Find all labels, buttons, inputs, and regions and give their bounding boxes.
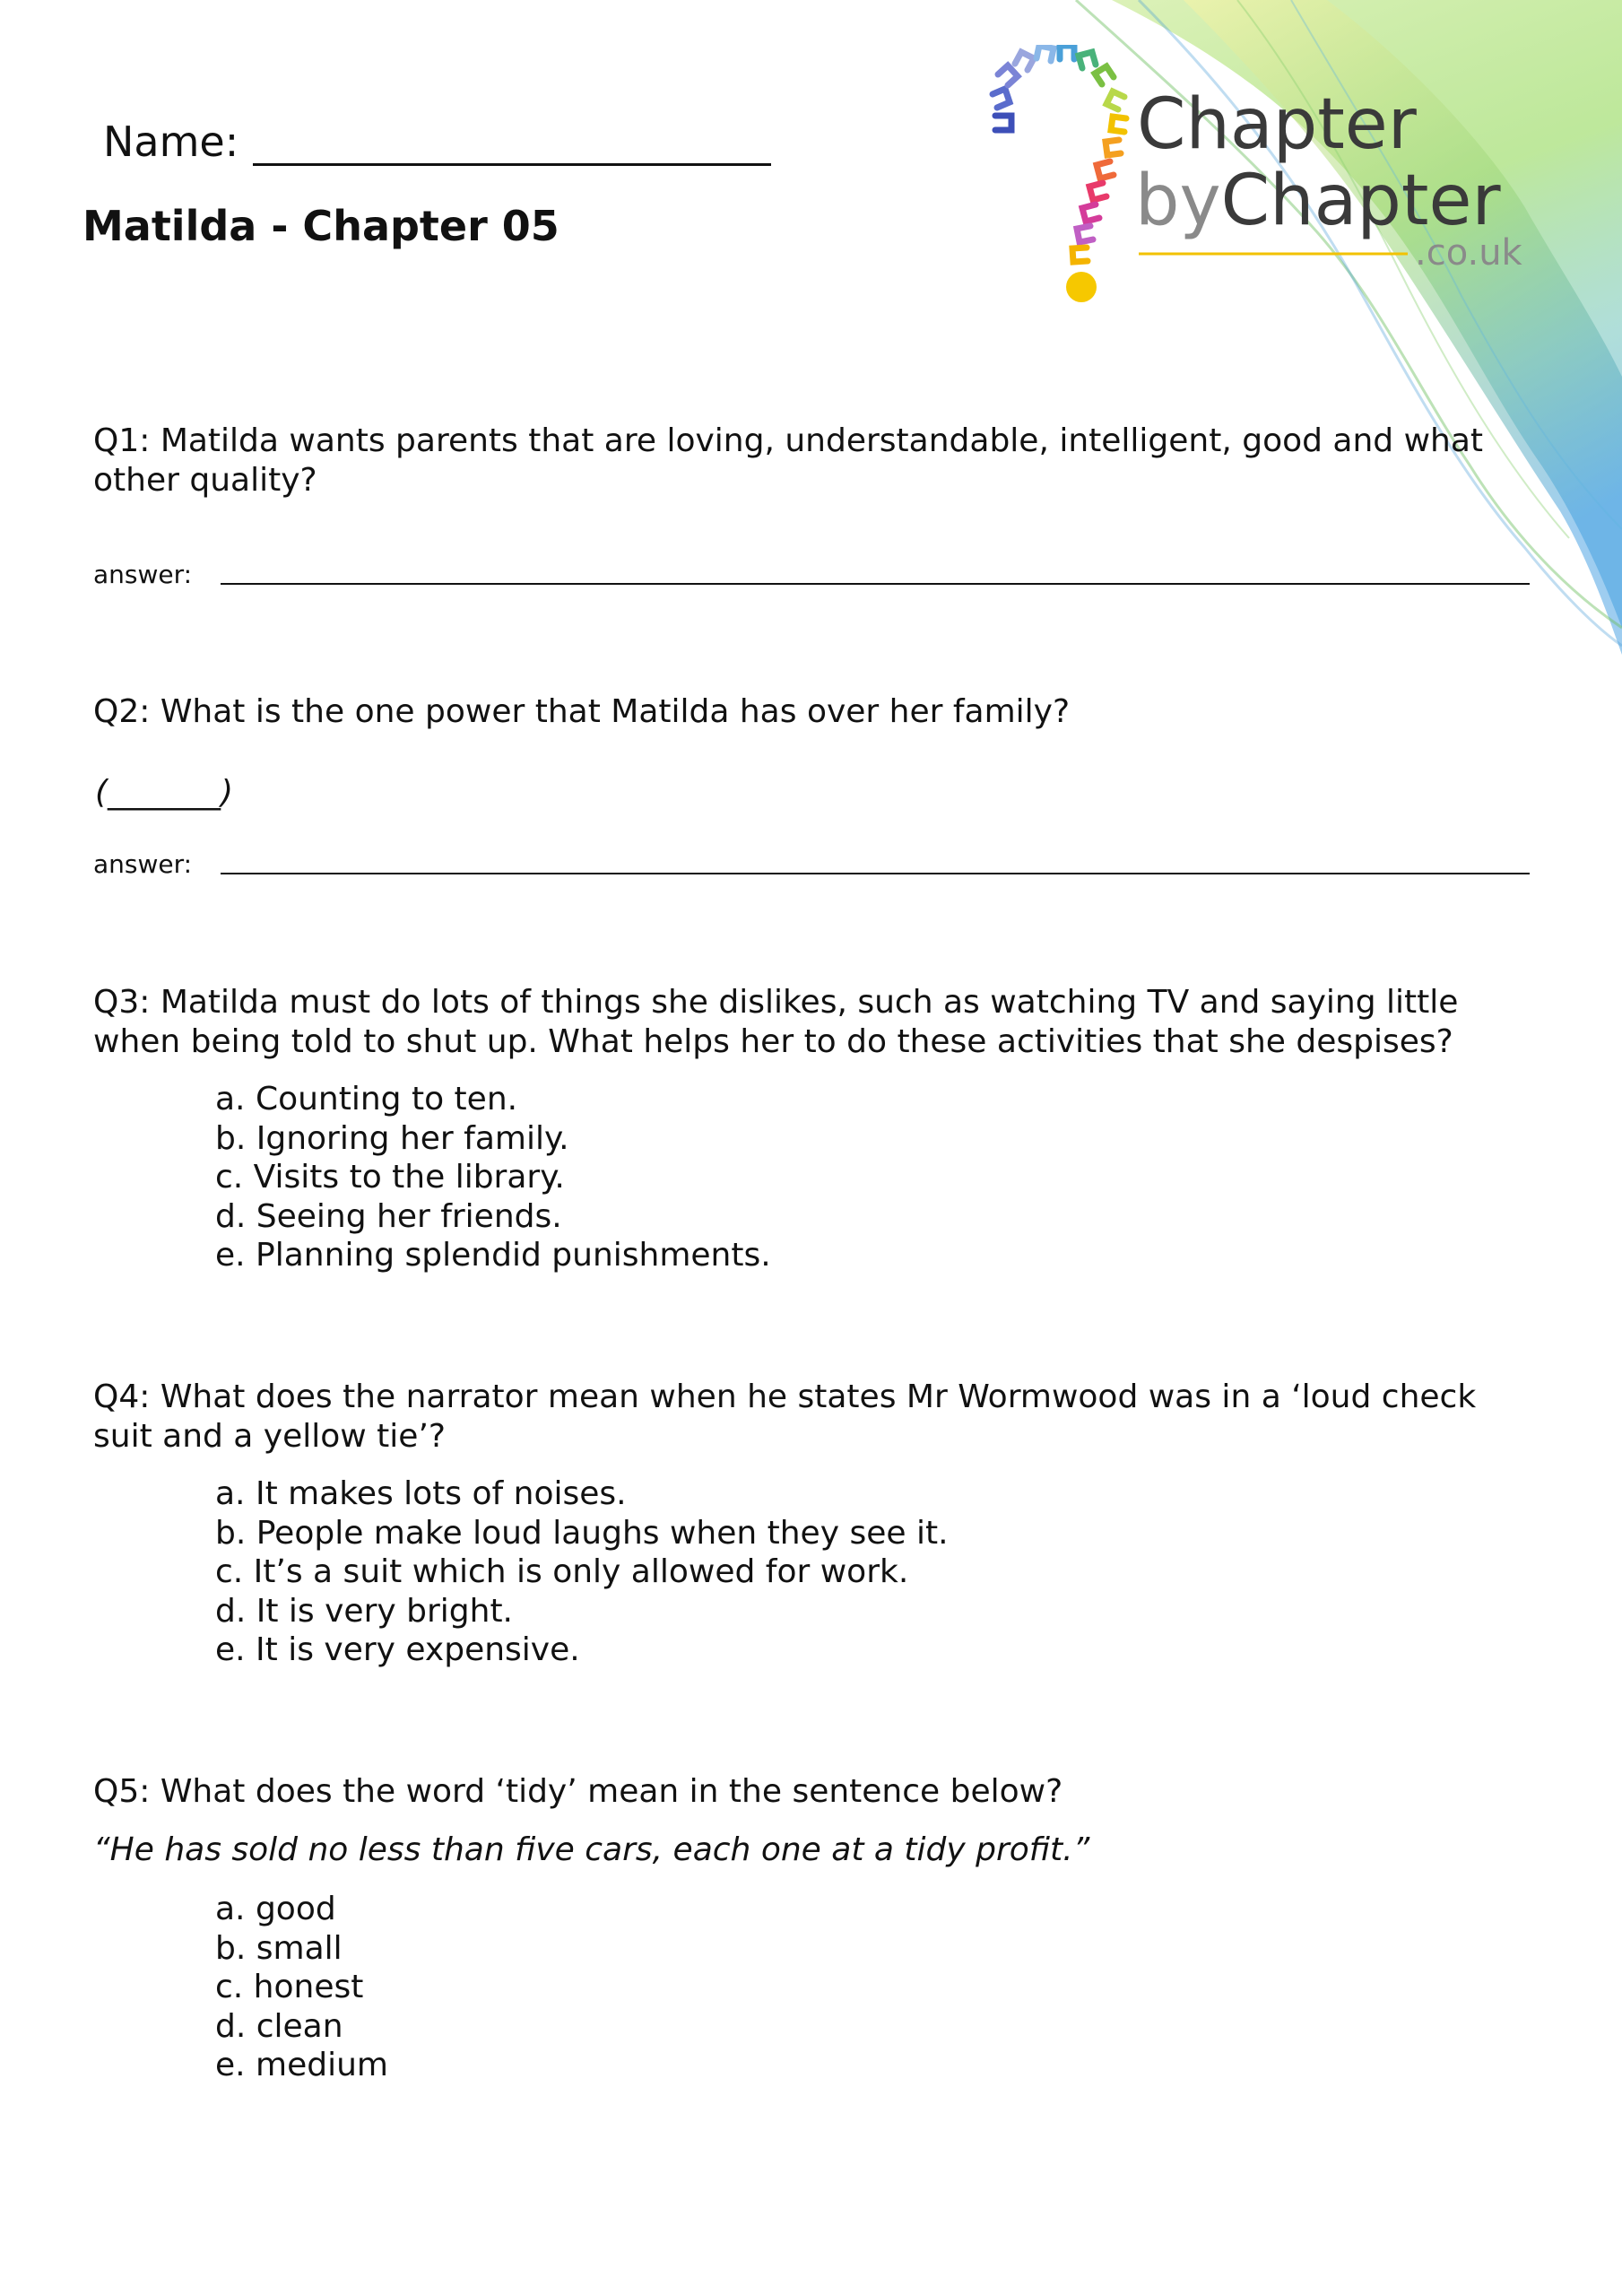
question-3-option-c[interactable]: c. Visits to the library. <box>215 1159 565 1196</box>
question-3-option-b[interactable]: b. Ignoring her family. <box>215 1119 569 1157</box>
question-4-option-d[interactable]: d. It is very bright. <box>215 1592 513 1630</box>
question-2-text: Q2: What is the one power that Matilda has over her family? <box>93 693 1071 730</box>
question-3-option-d[interactable]: d. Seeing her friends. <box>215 1197 562 1235</box>
question-3-text: Q3: Matilda must do lots of things she dislikes, such as watching TV and saying little when being told to shut up. What helps her to do these activities that she despises? <box>93 984 1459 1060</box>
question-4-options <box>215 1474 949 1670</box>
book-arc-icon <box>993 46 1126 262</box>
question-5-option-b[interactable]: b. small <box>215 1929 343 1967</box>
name-label: Name: <box>103 117 239 166</box>
question-5-option-a[interactable]: a. good <box>215 1891 336 1927</box>
question-5-option-d[interactable]: d. clean <box>215 2007 343 2045</box>
logo-chapter-text: Chapter <box>1137 84 1417 165</box>
question-2-answer-line[interactable] <box>221 873 1530 874</box>
question-5-option-c[interactable]: c. honest <box>215 1969 364 2005</box>
question-5-quote: “He has sold no less than five cars, each one at a tidy profit.” <box>93 1831 1090 1868</box>
question-4-option-c[interactable]: c. It’s a suit which is only allowed for work. <box>215 1553 909 1590</box>
question-3-option-e[interactable]: e. Planning splendid punishments. <box>215 1237 771 1274</box>
question-4-option-a[interactable]: a. It makes lots of noises. <box>215 1475 627 1512</box>
question-4-option-e[interactable]: e. It is very expensive. <box>215 1631 580 1668</box>
question-5-text: Q5: What does the word ‘tidy’ mean in the sentence below? <box>93 1773 1063 1810</box>
question-1-answer-line[interactable] <box>221 583 1530 585</box>
question-4-text: Q4: What does the narrator mean when he states Mr Wormwood was in a ‘loud check suit and a yellow tie’? <box>93 1378 1477 1455</box>
question-1-text: Q1: Matilda wants parents that are loving, understandable, intelligent, good and what other quality? <box>93 422 1484 499</box>
logo-domain-text: .co.uk <box>1415 232 1522 274</box>
logo-dot-icon <box>1066 272 1097 302</box>
question-1-answer-label: answer: <box>93 560 193 589</box>
logo-chapter2-text: Chapter <box>1220 161 1501 241</box>
question-5-option-e[interactable]: e. medium <box>215 2047 388 2083</box>
worksheet-title: Matilda - Chapter 05 <box>82 202 559 250</box>
chapter-by-chapter-logo <box>959 45 1533 314</box>
name-write-line[interactable] <box>253 163 771 166</box>
question-5-options <box>215 1890 388 2085</box>
question-3-options <box>215 1080 771 1275</box>
question-3-option-a[interactable]: a. Counting to ten. <box>215 1081 518 1118</box>
question-2-blank: (_______) <box>95 774 234 811</box>
svg-text:byChapter <box>1135 161 1501 241</box>
question-2-answer-label: answer: <box>93 849 193 879</box>
question-4-option-b[interactable]: b. People make loud laughs when they see it. <box>215 1514 949 1552</box>
logo-by-text: by <box>1135 161 1221 241</box>
